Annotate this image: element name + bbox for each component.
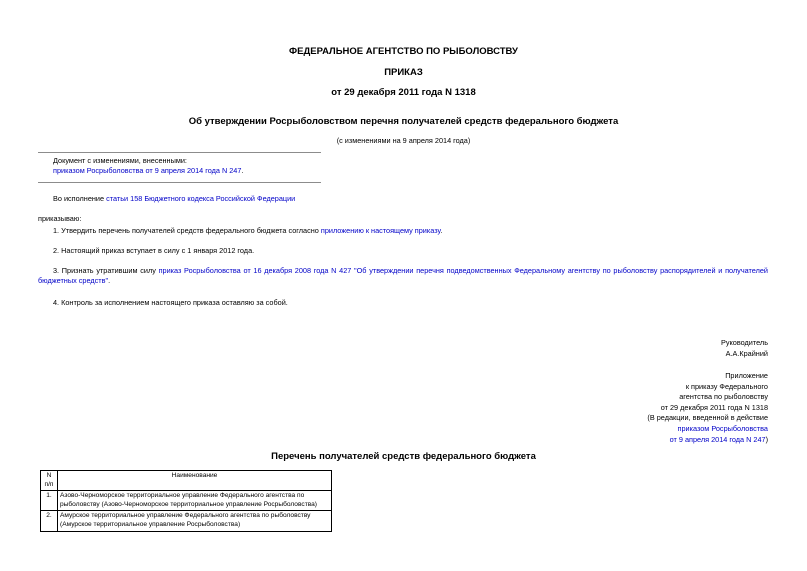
row-num: 2. bbox=[41, 511, 58, 531]
recipients-table bbox=[40, 470, 332, 532]
edition-note: (с изменениями на 9 апреля 2014 года) bbox=[336, 136, 471, 145]
intro-paragraph bbox=[53, 194, 295, 203]
budget-code-link[interactable]: статьи 158 Бюджетного кодекса Российской Федерации bbox=[106, 194, 296, 203]
table-row bbox=[41, 511, 332, 531]
paragraph-2: 2. Настоящий приказ вступает в силу с 1 января 2012 года. bbox=[53, 246, 255, 255]
paragraph-1-end: . bbox=[440, 226, 443, 235]
table-row bbox=[41, 491, 332, 511]
list-title: Перечень получателей средств федерального бюджета bbox=[271, 451, 536, 462]
document-title: Об утверждении Росрыболовством перечня получателей средств федерального бюджета bbox=[188, 116, 619, 127]
header-name-cell: Наименование bbox=[58, 471, 332, 491]
document-date-number: от 29 декабря 2011 года N 1318 bbox=[331, 87, 476, 98]
document-type: ПРИКАЗ bbox=[384, 67, 423, 78]
appendix-line-1: Приложение bbox=[725, 371, 768, 380]
row-num: 1. bbox=[41, 491, 58, 511]
changes-link[interactable]: приказом Росрыболовства от 9 апреля 2014 года N 247 bbox=[53, 166, 242, 175]
appendix-line-5: (В редакции, введенной в действие bbox=[647, 413, 768, 423]
paragraph-3-end: . bbox=[108, 276, 111, 285]
repealed-order-link[interactable]: приказ Росрыболовства от 16 декабря 2008 года N 427 "Об утверждении перечня подведомственных Федеральному агентству по рыболовству распорядителей и получателей бюджетных средств" bbox=[38, 266, 768, 285]
paragraph-3 bbox=[38, 266, 768, 286]
paragraph-4: 4. Контроль за исполнением настоящего приказа оставляю за собой. bbox=[53, 298, 288, 307]
changes-line bbox=[53, 166, 243, 175]
header-num-cell bbox=[41, 471, 58, 491]
signature-name: А.А.Крайний bbox=[725, 348, 768, 358]
appendix-line-2: к приказу Федерального bbox=[685, 381, 768, 391]
agency-name: ФЕДЕРАЛЬНОЕ АГЕНТСТВО ПО РЫБОЛОВСТВУ bbox=[289, 46, 518, 57]
paragraph-3-text: 3. Признать утратившим силу bbox=[53, 266, 159, 275]
appendix-link[interactable]: приложению к настоящему приказу bbox=[320, 226, 441, 235]
appendix-link-1[interactable]: приказом Росрыболовства bbox=[677, 423, 768, 433]
paragraph-1 bbox=[53, 226, 442, 235]
changes-bottom-rule bbox=[38, 182, 321, 183]
appendix-link-2[interactable]: от 9 апреля 2014 года N 247 bbox=[669, 434, 766, 444]
appendix-line-3: агентства по рыболовству bbox=[679, 392, 768, 402]
signature-block bbox=[721, 338, 768, 359]
header-num-line-1: N bbox=[46, 472, 52, 479]
intro-prefix: Во исполнение bbox=[53, 194, 107, 203]
changes-label: Документ с изменениями, внесенными: bbox=[53, 156, 187, 165]
appendix-line-4: от 29 декабря 2011 года N 1318 bbox=[660, 402, 768, 412]
changes-top-rule bbox=[38, 152, 321, 153]
row-name: Амурское территориальное управление Федерального агентства по рыболовству (Амурское территориальное управление Росрыболовства) bbox=[58, 511, 332, 531]
paragraph-1-text: 1. Утвердить перечень получателей средств федерального бюджета согласно bbox=[53, 226, 321, 235]
row-name: Азово-Черноморское территориальное управление Федерального агентства по рыболовству (Азово-Черноморское территориальное управление Росрыболовства) bbox=[58, 491, 332, 511]
signature-position: Руководитель bbox=[720, 338, 768, 347]
orders-label: приказываю: bbox=[38, 214, 82, 223]
table-header-row bbox=[41, 471, 332, 491]
appendix-header bbox=[647, 371, 768, 445]
header-num-line-2: п/п bbox=[44, 480, 54, 488]
appendix-close: ) bbox=[765, 434, 768, 444]
changes-suffix: . bbox=[241, 166, 244, 175]
